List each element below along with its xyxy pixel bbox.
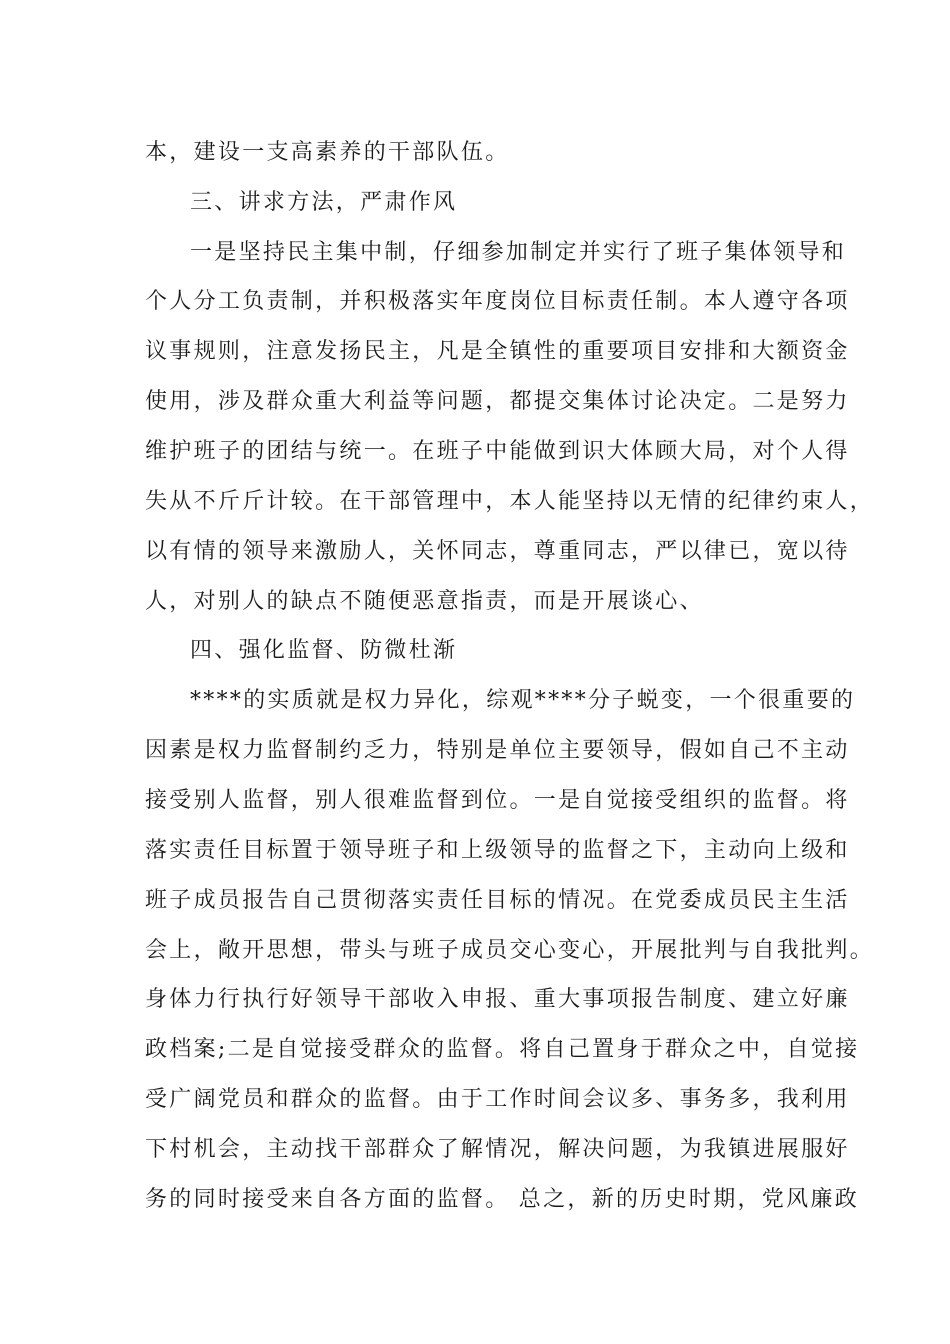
text-line: 班子成员报告自己贯彻落实责任目标的情况。在党委成员民主生活 xyxy=(145,888,850,913)
text-line: 接受别人监督，别人很难监督到位。一是自觉接受组织的监督。将 xyxy=(145,788,850,813)
paragraph-line: ****的实质就是权力异化，综观****分子蜕变，一个很重要的 xyxy=(190,688,856,713)
text-line: 因素是权力监督制约乏力，特别是单位主要领导，假如自己不主动 xyxy=(145,738,850,763)
text-line: 身体力行执行好领导干部收入申报、重大事项报告制度、建立好廉 xyxy=(145,987,850,1012)
text-line: 下村机会，主动找干部群众了解情况，解决问题，为我镇进展服好 xyxy=(145,1137,850,1162)
text-line: 使用，涉及群众重大利益等问题，都提交集体讨论决定。二是努力 xyxy=(145,389,850,414)
text-line: 落实责任目标置于领导班子和上级领导的监督之下，主动向上级和 xyxy=(145,838,850,863)
section-heading: 三、讲求方法，严肃作风 xyxy=(190,190,458,215)
text-line: 本，建设一支高素养的干部队伍。 xyxy=(145,140,510,165)
text-line: 议事规则，注意发扬民主，凡是全镇性的重要项目安排和大额资金 xyxy=(145,339,850,364)
text-line: 受广阔党员和群众的监督。由于工作时间会议多、事务多，我利用 xyxy=(145,1087,850,1112)
text-line: 失从不斤斤计较。在干部管理中，本人能坚持以无情的纪律约束人， xyxy=(145,489,875,514)
paragraph-line: 一是坚持民主集中制，仔细参加制定并实行了班子集体领导和 xyxy=(190,240,847,265)
text-line: 务的同时接受来自各方面的监督。 总之，新的历史时期，党风廉政 xyxy=(145,1187,859,1212)
text-line: 维护班子的团结与统一。在班子中能做到识大体顾大局，对个人得 xyxy=(145,439,850,464)
text-line: 政档案;二是自觉接受群众的监督。将自己置身于群众之中，自觉接 xyxy=(145,1037,860,1062)
text-line: 个人分工负责制，并积极落实年度岗位目标责任制。本人遵守各项 xyxy=(145,289,850,314)
text-line: 以有情的领导来激励人，关怀同志，尊重同志，严以律已，宽以待 xyxy=(145,539,850,564)
text-line: 会上，敞开思想，带头与班子成员交心变心，开展批判与自我批判。 xyxy=(145,938,875,963)
text-line: 人，对别人的缺点不随便恶意指责，而是开展谈心、 xyxy=(145,589,704,614)
section-heading: 四、强化监督、防微杜渐 xyxy=(190,638,458,663)
